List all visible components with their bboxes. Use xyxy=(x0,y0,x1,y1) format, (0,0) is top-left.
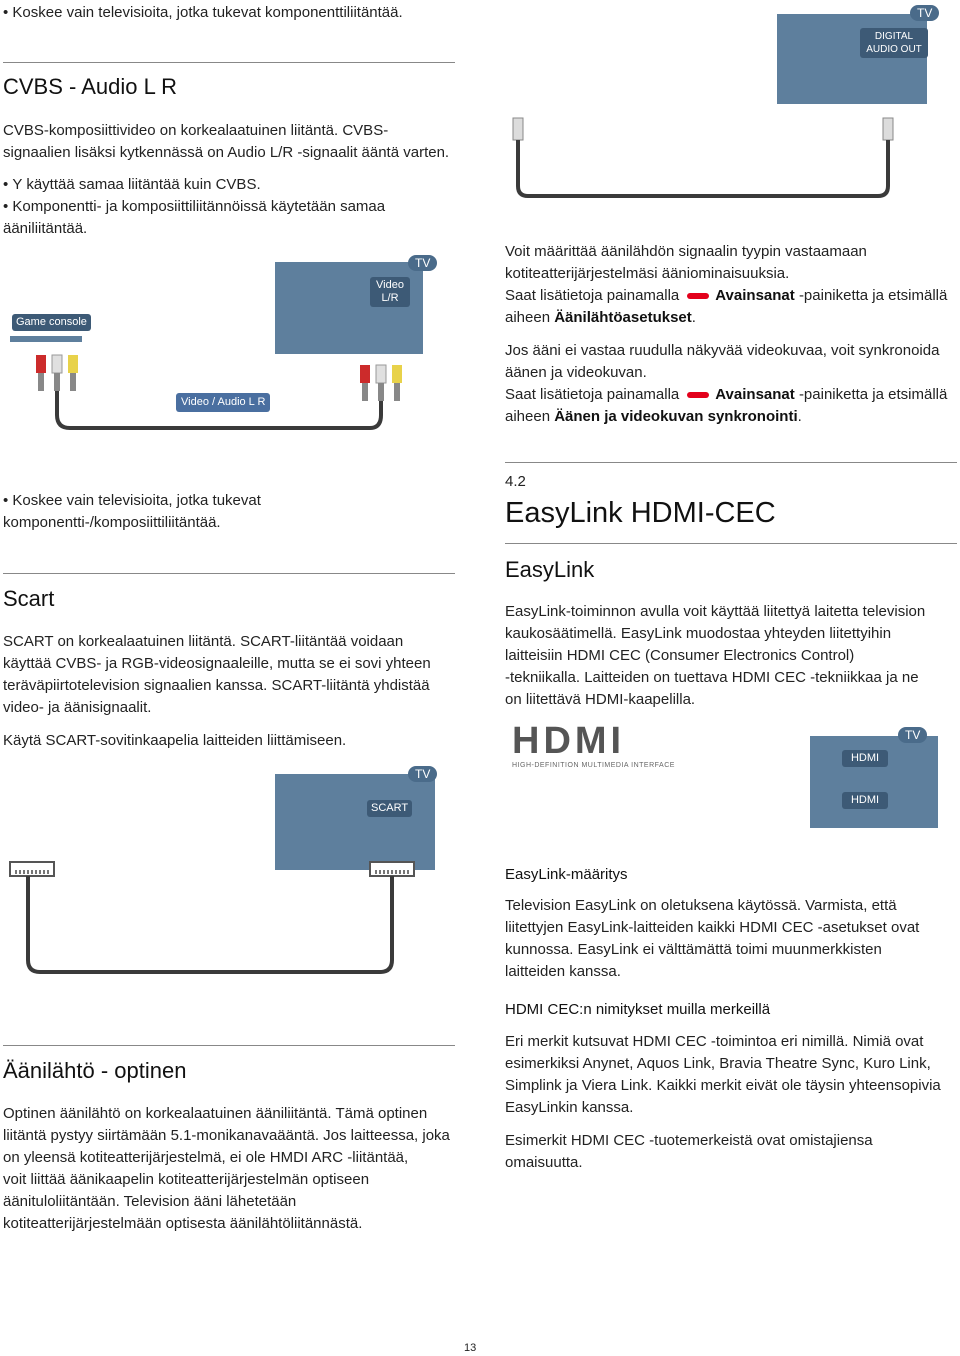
cvbs-bullet-2-cont: ääniliitäntää. xyxy=(3,220,88,237)
red-key-icon xyxy=(687,392,709,398)
scart-paragraph: SCART on korkealaatuinen liitäntä. SCART-liitäntää voidaan käyttää CVBS- ja RGB-videosignaaleille, mutta se ei sovi yhteen teräväpiirtotelevision signaalien kanssa. SCART-liitäntä yhdistää video- ja äänisignaalit. xyxy=(3,633,431,716)
tv-badge-optical: TV xyxy=(910,5,939,21)
tv-badge: TV xyxy=(408,255,437,271)
rule-cvbs xyxy=(3,62,455,63)
hdmi-port-2: HDMI xyxy=(842,792,888,809)
rule-easylink xyxy=(505,543,957,544)
bullet-component-composite: • Koskee vain televisioita, jotka tukevat komponentti-/komposiittiliitäntää. xyxy=(3,490,458,534)
red-key-icon xyxy=(687,293,709,299)
hdmi-port-1: HDMI xyxy=(842,750,888,767)
keywords-key: Avainsanat xyxy=(715,386,795,403)
tv-badge-scart: TV xyxy=(408,766,437,782)
rca-plugs-right xyxy=(360,365,402,401)
heading-easylink: EasyLink xyxy=(505,557,595,582)
video-lr-port-label: Video L/R xyxy=(370,277,410,307)
cvbs-bullet-1: • Y käyttää samaa liitäntää kuin CVBS. xyxy=(3,174,458,196)
video-audio-lr-cable-label: Video / Audio L R xyxy=(176,393,270,412)
game-console-label: Game console xyxy=(12,314,91,331)
section-number: 4.2 xyxy=(505,473,526,490)
cvbs-paragraph xyxy=(3,120,458,164)
keywords-key: Avainsanat xyxy=(715,287,795,304)
heading-cec-names: HDMI CEC:n nimitykset muilla merkeillä xyxy=(505,1001,771,1018)
figure-av-connection xyxy=(0,250,460,440)
heading-easylink-setup: EasyLink-määritys xyxy=(505,866,628,883)
hdmi-tagline: HIGH-DEFINITION MULTIMEDIA INTERFACE xyxy=(512,762,675,769)
figure-optical-connection xyxy=(505,0,960,210)
cvbs-bullet-2: • Komponentti- ja komposiittiliitännöissä käytetään samaa xyxy=(3,196,458,218)
figure-scart-connection xyxy=(0,760,460,990)
figure-hdmi-connection xyxy=(780,722,955,837)
rule-scart xyxy=(3,573,455,574)
rca-plugs-left xyxy=(36,355,78,391)
scart-cable-drawing xyxy=(0,760,460,990)
setup-paragraph: Television EasyLink on oletuksena käytössä. Varmista, että liitettyjen EasyLink-laitteiden kaikki HDMI CEC -asetukset ovat kunnossa. EasyLink ei välttämättä toimi muunmerkkisten laitteiden kanssa. xyxy=(505,897,920,980)
topic-audio-out-settings: Äänilähtöasetukset xyxy=(554,309,692,326)
section-title: EasyLink HDMI-CEC xyxy=(505,497,776,529)
bullet-component-only-top: • Koskee vain televisioita, jotka tukevat komponenttiliitäntää. xyxy=(3,2,403,24)
easylink-paragraph: EasyLink-toiminnon avulla voit käyttää liitettyä laitetta television kaukosäätimellä. EasyLink muodostaa yhteyden liitettyihin laitteisiin HDMI CEC (Consumer Electronics Control) -tekniikalla. Laitteiden on tuettava HDMI CEC -tekniikkaa ja ne on liitettävä HDMI-kaapelilla. xyxy=(505,603,926,708)
topic-audio-video-sync: Äänen ja videokuvan synkronointi xyxy=(554,408,798,425)
scart-port-label: SCART xyxy=(367,800,412,817)
audio-out-paragraph-2: Jos ääni ei vastaa ruudulla näkyvää videokuvaa, voit synkronoida äänen ja videokuvan. Saat lisätietoja painamalla Avainsanat -painiketta ja etsimällä aiheen Äänen ja videokuvan synkronointi. xyxy=(505,342,948,425)
hdmi-wordmark: HDMI xyxy=(512,720,626,762)
optical-cable-drawing xyxy=(505,0,960,210)
cvbs-line-1: CVBS-komposiittivideo on korkealaatuinen liitäntä. CVBS- xyxy=(3,122,389,139)
rule-section-4-2 xyxy=(505,462,957,463)
trademark-paragraph: Esimerkit HDMI CEC -tuotemerkeistä ovat omistajiensa omaisuutta. xyxy=(505,1132,873,1171)
cec-names-paragraph: Eri merkit kutsuvat HDMI CEC -toimintoa eri nimillä. Nimiä ovat esimerkiksi Anynet, Aquos Link, Bravia Theatre Sync, Kuro Link, Simplink ja Viera Link. Kaikki merkit eivät ole täysin yhteensopivia EasyLinkin kanssa. xyxy=(505,1033,941,1116)
hdmi-logo xyxy=(512,722,692,772)
heading-optical: Äänilähtö - optinen xyxy=(3,1058,187,1083)
page-number: 13 xyxy=(464,1342,477,1354)
optical-paragraph: Optinen äänilähtö on korkealaatuinen ääniliitäntä. Tämä optinen liitäntä pystyy siirtämään 5.1-monikanavaääntä. Jos laitteessa, joka on yleensä kotiteatterijärjestelmä, ei ole HMDI ARC -liitäntää, voit liittää äänikaapelin kotiteatterijärjestelmän optiseen äänituloliitäntään. Television ääni lähetetään kotiteatterijärjestelmään optisesta äänilähtöliitännästä. xyxy=(3,1105,450,1232)
cvbs-bullets xyxy=(3,174,458,240)
audio-out-paragraph-1: Voit määrittää äänilähdön signaalin tyypin vastaamaan kotiteatterijärjestelmäsi ääniominaisuuksia. Saat lisätietoja painamalla Avainsanat -painiketta ja etsimällä aiheen Äänilähtöasetukset. xyxy=(505,243,948,326)
tv-badge-hdmi: TV xyxy=(898,727,927,743)
scart-paragraph-2: Käytä SCART-sovitinkaapelia laitteiden liittämiseen. xyxy=(3,732,347,749)
cvbs-line-2: signaalien lisäksi kytkennässä on Audio L/R -signaalit ääntä varten. xyxy=(3,144,450,161)
digital-audio-out-label: DIGITAL AUDIO OUT xyxy=(860,28,928,58)
rule-optical xyxy=(3,1045,455,1046)
heading-scart: Scart xyxy=(3,586,55,611)
heading-cvbs: CVBS - Audio L R xyxy=(3,74,178,99)
